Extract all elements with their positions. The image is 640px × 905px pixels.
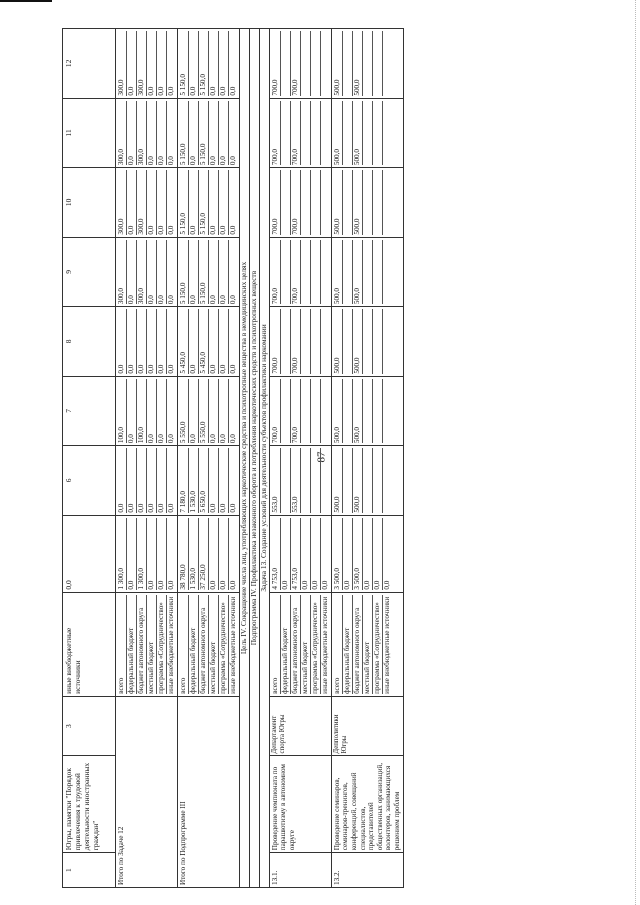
- value-cell: 0,0: [209, 31, 219, 96]
- value-stack: [269, 29, 331, 99]
- value-stack: [116, 446, 178, 516]
- subprogram4-row: [249, 29, 259, 888]
- value-cell: 0,0: [189, 240, 199, 305]
- value-cell: 700,0: [291, 379, 301, 444]
- value-cell: 0,0: [320, 580, 329, 590]
- value-cell: 0,0: [147, 518, 157, 590]
- value-cell: 0,0: [229, 364, 237, 374]
- value-cell: 5 150,0: [199, 240, 209, 305]
- value-cell: [301, 170, 311, 235]
- source-label: иные внебюджетные источники: [229, 596, 237, 694]
- value-cell: 700,0: [271, 379, 281, 444]
- value-cell: 0,0: [137, 309, 147, 374]
- value-cell: 5 550,0: [179, 379, 189, 444]
- source-label: федеральный бюджет: [127, 595, 137, 694]
- value-stack: [269, 98, 331, 168]
- value-cell: 0,0: [311, 518, 321, 590]
- value-cell: [311, 448, 321, 513]
- value-stack: [331, 376, 403, 446]
- value-cell: 1 300,0: [137, 518, 147, 590]
- value-cell: 0,0: [157, 31, 167, 96]
- header-col9: 9: [63, 237, 116, 307]
- value-cell: [281, 379, 291, 444]
- value-stack: [116, 98, 178, 168]
- value-cell: 0,0: [219, 240, 229, 305]
- value-cell: 0,0: [229, 156, 237, 166]
- page-number: 87: [315, 451, 328, 463]
- value-cell: 300,0: [137, 240, 147, 305]
- value-cell: 700,0: [271, 170, 281, 235]
- value-cell: 5 650,0: [199, 448, 209, 513]
- value-cell: 0,0: [219, 101, 229, 166]
- value-cell: [321, 240, 330, 305]
- value-cell: [373, 101, 383, 166]
- value-stack: [178, 515, 240, 592]
- value-cell: 0,0: [209, 448, 219, 513]
- value-stack: [269, 376, 331, 446]
- row-13-1-number: 13.1.: [269, 853, 331, 888]
- scan-edge: [634, 0, 636, 905]
- value-cell: 0,0: [147, 448, 157, 513]
- value-cell: 500,0: [333, 448, 343, 513]
- value-cell: 5 150,0: [179, 240, 189, 305]
- value-cell: 3 500,0: [353, 518, 363, 590]
- value-cell: [321, 31, 330, 96]
- value-cell: [301, 240, 311, 305]
- value-stack: [116, 515, 178, 592]
- source-label: федеральный бюджет: [189, 595, 199, 694]
- value-cell: [321, 379, 330, 444]
- value-cell: 300,0: [117, 31, 127, 96]
- value-cell: [373, 448, 383, 513]
- value-cell: 4 753,0: [291, 518, 301, 590]
- value-cell: [363, 170, 373, 235]
- value-stack: [269, 446, 331, 516]
- header-col11: 11: [63, 98, 116, 168]
- value-stack: [331, 515, 403, 592]
- value-cell: 0,0: [301, 518, 311, 590]
- value-cell: [281, 170, 291, 235]
- value-cell: [301, 448, 311, 513]
- header-col4: иные внебюджетные источники: [63, 592, 116, 696]
- header-col1: 1: [63, 853, 116, 888]
- value-cell: [383, 379, 392, 444]
- value-cell: [311, 170, 321, 235]
- value-cell: 100,0: [137, 379, 147, 444]
- value-cell: [373, 379, 383, 444]
- row-13-1: [269, 29, 331, 888]
- value-cell: [301, 101, 311, 166]
- value-cell: 500,0: [333, 309, 343, 374]
- value-cell: 5 150,0: [199, 170, 209, 235]
- source-label: программа «Сотрудничество»: [373, 595, 383, 694]
- value-cell: [281, 101, 291, 166]
- value-cell: [383, 101, 392, 166]
- row-13-1-name: Проведение чемпионата по парашютизму в автономном округе: [269, 756, 331, 853]
- header-col3: 3: [63, 696, 116, 756]
- goal4-heading: Цель IV. Сокращение числа лиц, употребляющих наркотические средства и психотропные вещества в немедицинских целях: [240, 29, 250, 888]
- value-cell: [281, 309, 291, 374]
- subprogram4-heading: Подпрограмма IV. Профилактика незаконного оборота и потребления наркотических средств и психотропных веществ: [249, 29, 259, 888]
- value-cell: 0,0: [157, 448, 167, 513]
- value-cell: 0,0: [127, 31, 137, 96]
- value-stack: [269, 307, 331, 377]
- value-cell: 0,0: [219, 518, 229, 590]
- header-col2: Югры, памятки "Порядок привлечения к трудовой деятельности иностранных граждан": [63, 756, 116, 853]
- value-cell: 5 450,0: [199, 309, 209, 374]
- value-cell: 0,0: [229, 86, 237, 96]
- value-cell: 0,0: [189, 309, 199, 374]
- source-label: программа «Сотрудничество»: [157, 595, 167, 694]
- value-cell: 500,0: [333, 31, 343, 96]
- value-cell: 0,0: [229, 295, 237, 305]
- value-cell: 38 780,0: [179, 518, 189, 590]
- value-cell: 500,0: [333, 101, 343, 166]
- source-label: местный бюджет: [301, 595, 311, 694]
- task13-heading: Задача 13. Создание условий для деятельности субъектов профилактики наркомании: [259, 29, 269, 888]
- total-task12-row: [116, 29, 178, 888]
- value-cell: 0,0: [127, 101, 137, 166]
- value-cell: 1 530,0: [189, 518, 199, 590]
- value-cell: 0,0: [157, 379, 167, 444]
- value-cell: 700,0: [271, 240, 281, 305]
- value-cell: 0,0: [157, 309, 167, 374]
- source-label: федеральный бюджет: [343, 595, 353, 694]
- source-label: бюджет автономного округа: [137, 595, 147, 694]
- value-cell: [311, 240, 321, 305]
- value-cell: 0,0: [127, 448, 137, 513]
- budget-table: [62, 28, 404, 888]
- value-cell: 0,0: [147, 379, 157, 444]
- source-label: бюджет автономного округа: [291, 595, 301, 694]
- value-stack: [331, 168, 403, 238]
- value-cell: [363, 379, 373, 444]
- value-cell: [343, 101, 353, 166]
- value-stack: [116, 376, 178, 446]
- source-label: бюджет автономного округа: [353, 595, 363, 694]
- value-cell: [373, 31, 383, 96]
- value-cell: 0,0: [229, 225, 237, 235]
- value-cell: 0,0: [167, 86, 175, 96]
- row-13-2: [331, 29, 403, 888]
- value-cell: [321, 448, 330, 513]
- row-13-2-executor: Депполитики Югры: [331, 696, 403, 756]
- value-cell: 0,0: [117, 448, 127, 513]
- total-subprogram3-row: [178, 29, 240, 888]
- value-cell: 0,0: [189, 170, 199, 235]
- value-cell: 0,0: [167, 156, 175, 166]
- value-cell: 500,0: [353, 170, 363, 235]
- value-cell: 0,0: [382, 580, 391, 590]
- value-stack: [331, 307, 403, 377]
- row-13-2-number: 13.2.: [331, 853, 403, 888]
- value-cell: 1 530,0: [189, 448, 199, 513]
- value-cell: 300,0: [137, 31, 147, 96]
- value-cell: 700,0: [291, 309, 301, 374]
- value-cell: [343, 170, 353, 235]
- value-stack: [178, 29, 240, 99]
- value-cell: 0,0: [229, 434, 237, 444]
- value-stack: [331, 98, 403, 168]
- value-cell: 0,0: [189, 31, 199, 96]
- source-label: всего: [271, 595, 281, 694]
- value-cell: 5 150,0: [199, 101, 209, 166]
- value-cell: [321, 101, 330, 166]
- value-cell: 500,0: [353, 379, 363, 444]
- value-stack: [331, 29, 403, 99]
- value-cell: 5 550,0: [199, 379, 209, 444]
- value-cell: [373, 240, 383, 305]
- table-header-row: [63, 29, 116, 888]
- value-cell: [343, 448, 353, 513]
- value-cell: 0,0: [167, 364, 175, 374]
- value-cell: 0,0: [281, 518, 291, 590]
- value-cell: [301, 31, 311, 96]
- value-stack: [116, 168, 178, 238]
- value-cell: [343, 31, 353, 96]
- total-task12-sources: [116, 592, 178, 696]
- value-cell: 37 250,0: [199, 518, 209, 590]
- value-cell: 500,0: [353, 240, 363, 305]
- value-cell: 0,0: [147, 170, 157, 235]
- value-cell: 5 150,0: [179, 101, 189, 166]
- value-cell: 0,0: [157, 518, 167, 590]
- value-cell: 0,0: [127, 170, 137, 235]
- value-stack: [269, 168, 331, 238]
- value-cell: [321, 309, 330, 374]
- value-cell: 500,0: [333, 170, 343, 235]
- value-cell: 0,0: [229, 503, 237, 513]
- value-cell: 700,0: [291, 101, 301, 166]
- value-cell: 0,0: [343, 518, 353, 590]
- value-cell: [311, 379, 321, 444]
- total-subprogram3-sources: [178, 592, 240, 696]
- value-cell: 5 450,0: [179, 309, 189, 374]
- value-cell: [363, 240, 373, 305]
- header-col7: 7: [63, 376, 116, 446]
- value-cell: 7 180,0: [179, 448, 189, 513]
- value-cell: 700,0: [271, 309, 281, 374]
- header-col10: 10: [63, 168, 116, 238]
- value-cell: 700,0: [291, 31, 301, 96]
- value-cell: 0,0: [209, 518, 219, 590]
- rotated-table-container: [62, 28, 630, 888]
- value-cell: 0,0: [363, 518, 373, 590]
- value-cell: 300,0: [117, 101, 127, 166]
- value-cell: 0,0: [127, 309, 137, 374]
- value-stack: [331, 237, 403, 307]
- value-cell: 0,0: [219, 379, 229, 444]
- value-cell: [383, 170, 392, 235]
- value-cell: 0,0: [229, 580, 237, 590]
- value-cell: [383, 309, 392, 374]
- source-label: программа «Сотрудничество»: [219, 595, 229, 694]
- value-cell: [311, 101, 321, 166]
- value-cell: 0,0: [167, 295, 175, 305]
- row-13-1-executor: Департамент спорта Югры: [269, 696, 331, 756]
- value-cell: [373, 170, 383, 235]
- value-cell: [383, 240, 392, 305]
- value-cell: [321, 170, 330, 235]
- value-cell: 0,0: [209, 240, 219, 305]
- value-cell: 700,0: [271, 101, 281, 166]
- row-13-2-name: Проведение семинаров, семинаров-тренингов, конференций, совещаний специалистов, представителей общественных организаций, волонтеров, занимающихся решением проблем: [331, 756, 403, 853]
- value-cell: [383, 448, 392, 513]
- value-cell: 0,0: [157, 101, 167, 166]
- source-label: программа «Сотрудничество»: [311, 595, 321, 694]
- value-stack: [178, 307, 240, 377]
- value-cell: 3 500,0: [333, 518, 343, 590]
- source-label: иные внебюджетные источники: [382, 596, 391, 694]
- value-stack: [178, 237, 240, 307]
- source-label: федеральный бюджет: [281, 595, 291, 694]
- value-cell: [281, 240, 291, 305]
- value-stack: [178, 376, 240, 446]
- value-cell: 700,0: [291, 240, 301, 305]
- value-cell: [363, 309, 373, 374]
- value-cell: 0,0: [117, 309, 127, 374]
- value-cell: [311, 309, 321, 374]
- value-cell: [363, 101, 373, 166]
- value-cell: 0,0: [189, 101, 199, 166]
- value-stack: [116, 237, 178, 307]
- value-cell: 0,0: [167, 503, 175, 513]
- value-cell: 553,0: [271, 448, 281, 513]
- value-stack: [269, 515, 331, 592]
- value-cell: 300,0: [117, 240, 127, 305]
- value-cell: 500,0: [353, 31, 363, 96]
- value-cell: 0,0: [127, 240, 137, 305]
- value-cell: 0,0: [147, 240, 157, 305]
- goal4-row: [240, 29, 250, 888]
- source-label: местный бюджет: [363, 595, 373, 694]
- value-cell: [343, 240, 353, 305]
- value-cell: 300,0: [137, 101, 147, 166]
- value-cell: 0,0: [219, 31, 229, 96]
- value-cell: 0,0: [189, 379, 199, 444]
- value-cell: 100,0: [117, 379, 127, 444]
- value-cell: 500,0: [353, 448, 363, 513]
- value-cell: [363, 31, 373, 96]
- value-cell: 500,0: [333, 240, 343, 305]
- value-cell: [301, 309, 311, 374]
- value-cell: 300,0: [117, 170, 127, 235]
- source-label: всего: [117, 595, 127, 694]
- value-cell: [373, 309, 383, 374]
- header-col8: 8: [63, 307, 116, 377]
- total-subprogram3-label: Итого по Подпрограмме III: [178, 696, 240, 887]
- value-cell: 0,0: [209, 379, 219, 444]
- header-col5: 0,0: [63, 515, 116, 592]
- value-cell: 700,0: [271, 31, 281, 96]
- value-cell: 1 300,0: [117, 518, 127, 590]
- value-cell: 700,0: [291, 170, 301, 235]
- value-cell: 0,0: [219, 448, 229, 513]
- value-cell: [363, 448, 373, 513]
- value-stack: [178, 168, 240, 238]
- value-cell: 0,0: [209, 101, 219, 166]
- value-cell: 0,0: [167, 580, 175, 590]
- value-cell: 300,0: [137, 170, 147, 235]
- value-stack: [269, 237, 331, 307]
- value-cell: 0,0: [219, 170, 229, 235]
- header-col12: 12: [63, 29, 116, 99]
- row-13-1-sources: [269, 592, 331, 696]
- total-task12-label: Итого по Задаче 12: [116, 696, 178, 887]
- value-cell: [383, 31, 392, 96]
- page-top-rule: [0, 0, 52, 2]
- value-cell: [343, 309, 353, 374]
- value-cell: [281, 31, 291, 96]
- source-label: местный бюджет: [209, 595, 219, 694]
- value-cell: 5 150,0: [179, 31, 189, 96]
- value-stack: [178, 446, 240, 516]
- value-cell: 0,0: [147, 101, 157, 166]
- value-stack: [331, 446, 403, 516]
- value-cell: 553,0: [291, 448, 301, 513]
- value-cell: 0,0: [157, 240, 167, 305]
- value-cell: 500,0: [333, 379, 343, 444]
- value-cell: 0,0: [219, 309, 229, 374]
- value-cell: 0,0: [127, 379, 137, 444]
- value-cell: 5 150,0: [179, 170, 189, 235]
- value-cell: 0,0: [147, 309, 157, 374]
- value-cell: 5 150,0: [199, 31, 209, 96]
- source-label: бюджет автономного округа: [199, 595, 209, 694]
- value-cell: 0,0: [127, 518, 137, 590]
- value-stack: [116, 29, 178, 99]
- value-cell: 0,0: [137, 448, 147, 513]
- value-cell: [343, 379, 353, 444]
- value-cell: [281, 448, 291, 513]
- value-cell: 0,0: [373, 518, 383, 590]
- value-cell: 0,0: [209, 170, 219, 235]
- source-label: местный бюджет: [147, 595, 157, 694]
- value-cell: 0,0: [167, 434, 175, 444]
- value-cell: 4 753,0: [271, 518, 281, 590]
- row-13-2-sources: [331, 592, 403, 696]
- header-col6: 6: [63, 446, 116, 516]
- value-cell: 0,0: [209, 309, 219, 374]
- source-label: всего: [333, 595, 343, 694]
- value-cell: 500,0: [353, 101, 363, 166]
- value-cell: 500,0: [353, 309, 363, 374]
- task13-row: [259, 29, 269, 888]
- value-cell: [301, 379, 311, 444]
- source-label: всего: [179, 595, 189, 694]
- source-label: иные внебюджетные источники: [167, 596, 175, 694]
- value-cell: 0,0: [167, 225, 175, 235]
- value-stack: [116, 307, 178, 377]
- value-cell: 0,0: [147, 31, 157, 96]
- value-cell: 0,0: [157, 170, 167, 235]
- source-label: иные внебюджетные источники: [320, 596, 329, 694]
- value-stack: [178, 98, 240, 168]
- value-cell: [311, 31, 321, 96]
